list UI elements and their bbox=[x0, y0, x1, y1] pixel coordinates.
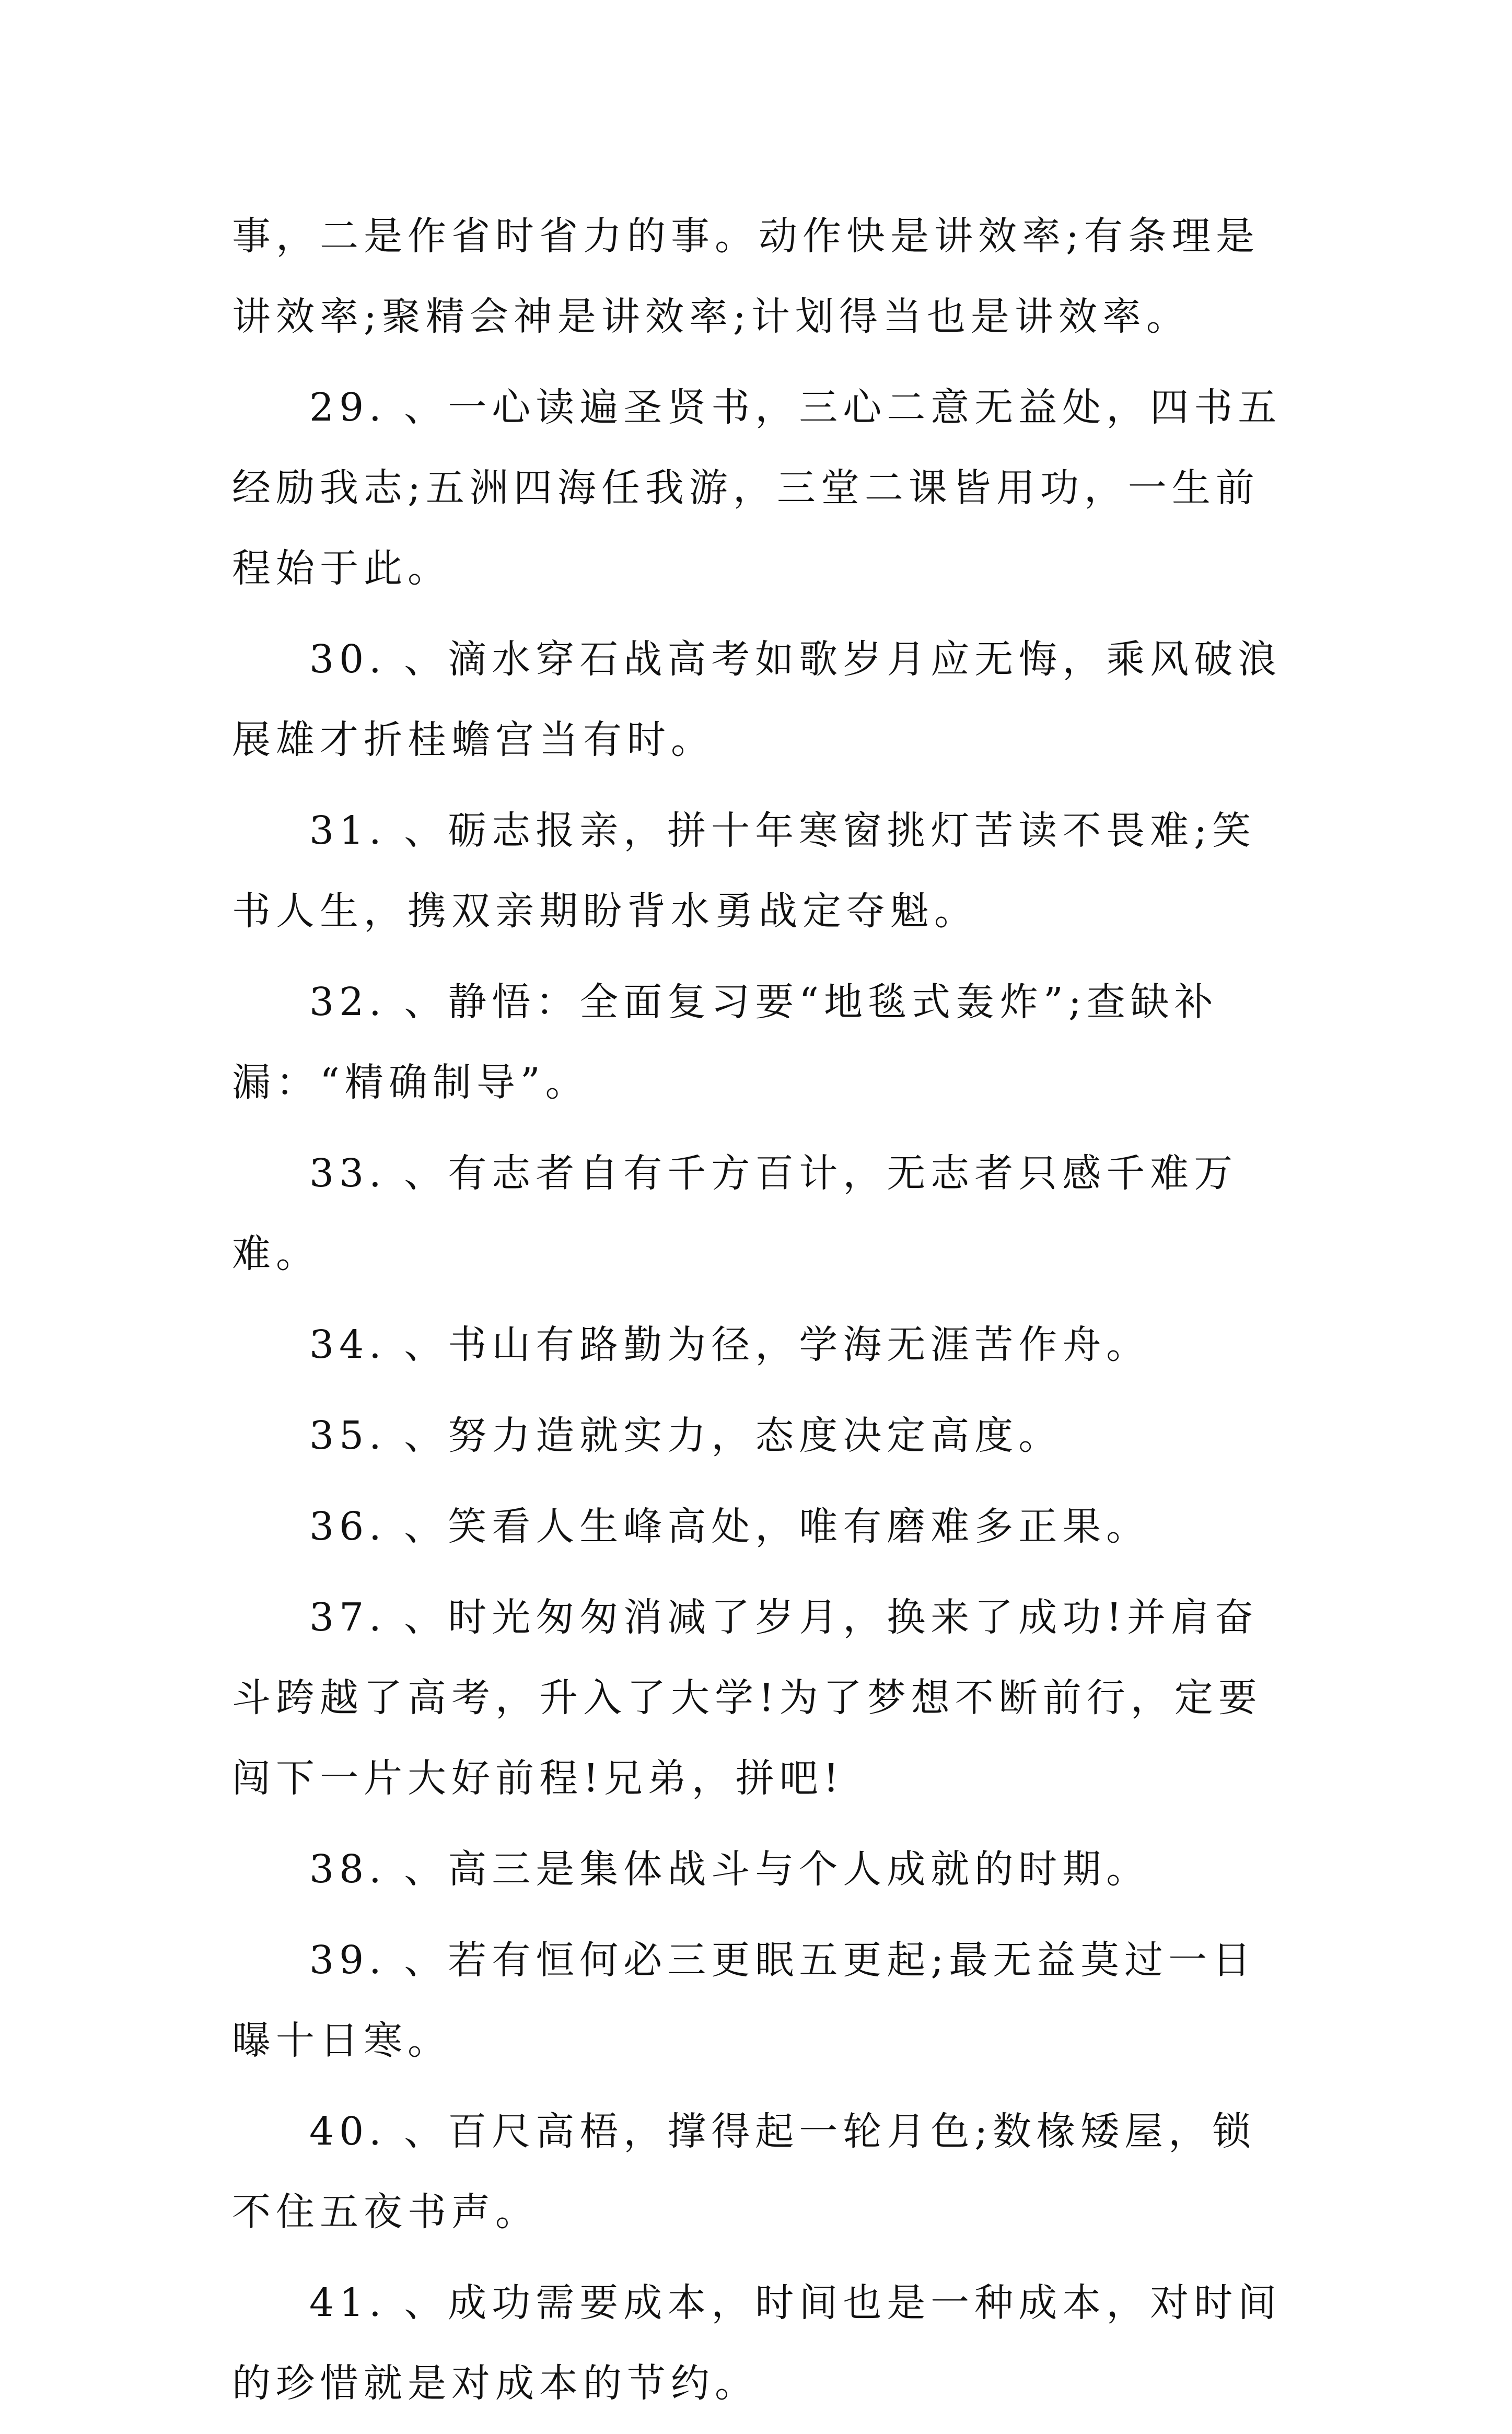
paragraph-continuation: 事，二是作省时省力的事。动作快是讲效率;有条理是讲效率;聚精会神是讲效率;计划得当也是讲效率。 bbox=[232, 214, 1260, 339]
list-item-40: 40. 、百尺高梧，撑得起一轮月色;数椽矮屋，锁不住五夜书声。 bbox=[232, 2109, 1257, 2234]
list-item-34: 34. 、书山有路勤为径，学海无涯苦作舟。 bbox=[309, 1322, 1150, 1367]
list-item-33: 33. 、有志者自有千方百计，无志者只感千难万难。 bbox=[232, 1151, 1238, 1276]
list-item-38: 38. 、高三是集体战斗与个人成就的时期。 bbox=[309, 1847, 1150, 1892]
list-item-36: 36. 、笑看人生峰高处，唯有磨难多正果。 bbox=[309, 1504, 1150, 1549]
list-item-37: 37. 、时光匆匆消减了岁月，换来了成功!并肩奋斗跨越了高考，升入了大学!为了梦想不断前行，定要闯下一片大好前程!兄弟，拼吧! bbox=[232, 1595, 1262, 1801]
list-item-35: 35. 、努力造就实力，态度决定高度。 bbox=[309, 1413, 1063, 1458]
list-item-31: 31. 、砺志报亲，拼十年寒窗挑灯苦读不畏难;笑书人生，携双亲期盼背水勇战定夺魁。 bbox=[232, 808, 1257, 934]
list-item-32: 32. 、静悟：全面复习要“地毯式轰炸”;查缺补漏：“精确制导”。 bbox=[232, 980, 1218, 1105]
list-item-30: 30. 、滴水穿石战高考如歌岁月应无悔，乘风破浪展雄才折桂蟾宫当有时。 bbox=[232, 637, 1282, 762]
list-item-29: 29. 、一心读遍圣贤书，三心二意无益处，四书五经励我志;五洲四海任我游，三堂二课皆用功，一生前程始于此。 bbox=[232, 385, 1282, 591]
list-item-41: 41. 、成功需要成本，时间也是一种成本，对时间的珍惜就是对成本的节约。 bbox=[232, 2280, 1282, 2406]
document-body bbox=[232, 196, 1282, 2434]
list-item-39: 39. 、若有恒何必三更眠五更起;最无益莫过一日曝十日寒。 bbox=[232, 1938, 1257, 2063]
